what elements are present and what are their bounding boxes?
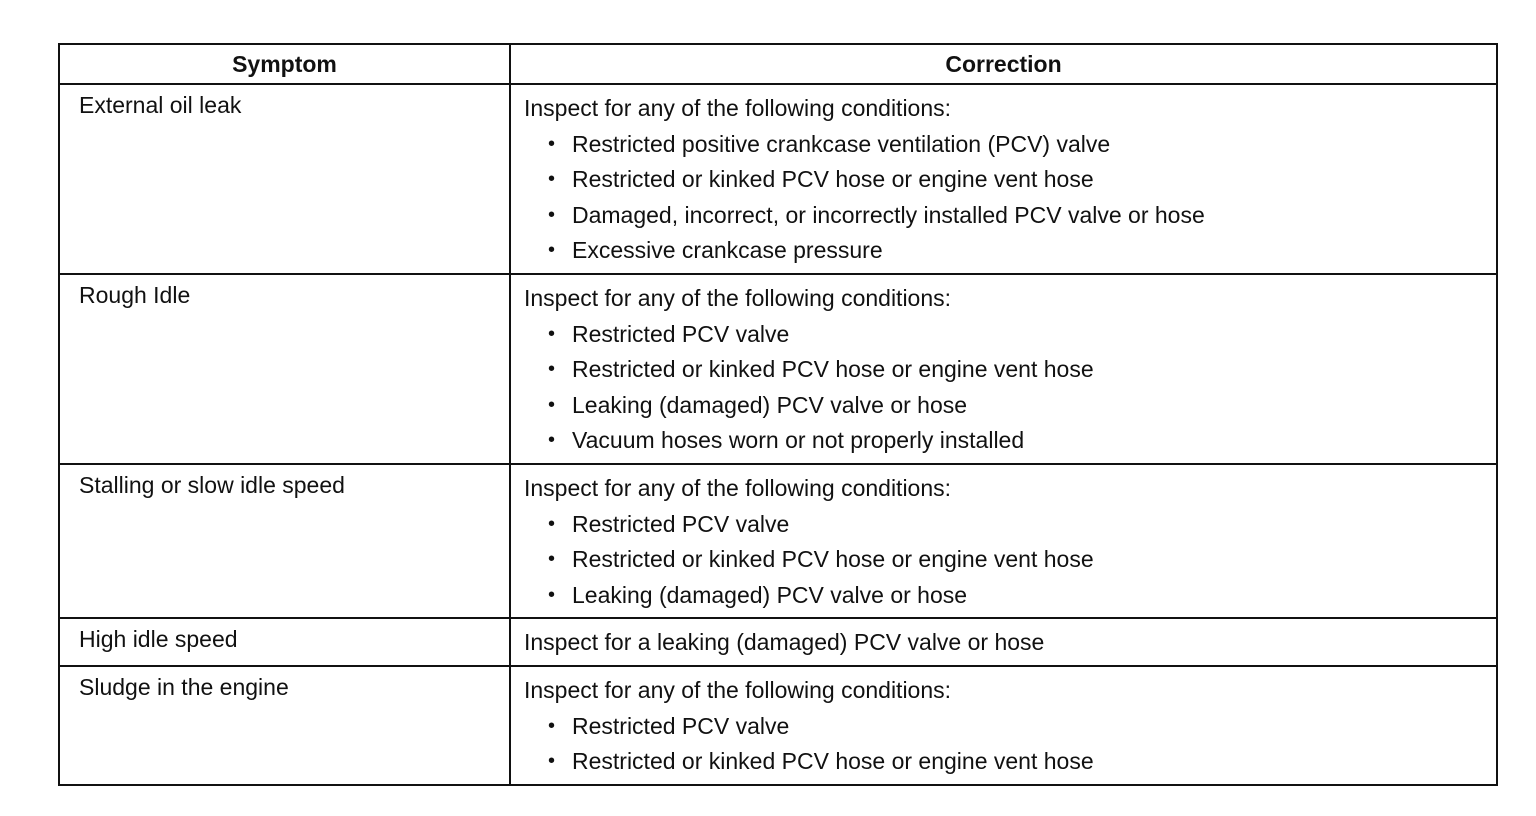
symptom-cell: Stalling or slow idle speed <box>59 464 510 618</box>
bullet-icon: • <box>548 750 556 773</box>
correction-cell <box>510 618 1497 666</box>
condition-item <box>524 388 1496 424</box>
condition-list <box>524 127 1496 269</box>
table-row <box>59 618 1497 666</box>
table-body <box>59 84 1497 785</box>
condition-item <box>524 198 1496 234</box>
bullet-icon: • <box>548 203 556 226</box>
bullet-icon: • <box>548 548 556 571</box>
symptom-header: Symptom <box>59 44 510 84</box>
bullet-icon: • <box>548 429 556 452</box>
condition-text: Excessive crankcase pressure <box>572 237 883 264</box>
condition-item <box>524 127 1496 163</box>
symptom-cell: High idle speed <box>59 618 510 666</box>
condition-item <box>524 162 1496 198</box>
condition-text: Vacuum hoses worn or not properly installed <box>572 427 1025 454</box>
correction-cell <box>510 464 1497 618</box>
bullet-icon: • <box>548 358 556 381</box>
symptom-cell: Sludge in the engine <box>59 666 510 785</box>
diagnostic-table <box>58 43 1498 786</box>
bullet-icon: • <box>548 168 556 191</box>
condition-item <box>524 233 1496 269</box>
table-row <box>59 666 1497 785</box>
symptom-cell: External oil leak <box>59 84 510 274</box>
condition-text: Restricted PCV valve <box>572 712 790 739</box>
condition-item <box>524 317 1496 353</box>
condition-item <box>524 507 1496 543</box>
table-row <box>59 274 1497 464</box>
condition-text: Leaking (damaged) PCV valve or hose <box>572 391 968 418</box>
symptom-cell: Rough Idle <box>59 274 510 464</box>
bullet-icon: • <box>548 512 556 535</box>
condition-text: Restricted PCV valve <box>572 510 790 537</box>
bullet-icon: • <box>548 132 556 155</box>
condition-list <box>524 709 1496 780</box>
correction-intro: Inspect for any of the following conditions: <box>524 284 952 311</box>
bullet-icon: • <box>548 714 556 737</box>
correction-cell <box>510 274 1497 464</box>
condition-text: Restricted or kinked PCV hose or engine vent hose <box>572 546 1094 573</box>
condition-item <box>524 744 1496 780</box>
condition-item <box>524 542 1496 578</box>
correction-intro: Inspect for any of the following conditions: <box>524 676 952 703</box>
condition-text: Restricted or kinked PCV hose or engine vent hose <box>572 748 1094 775</box>
table-row <box>59 84 1497 274</box>
bullet-icon: • <box>548 239 556 262</box>
condition-text: Restricted positive crankcase ventilation (PCV) valve <box>572 130 1111 157</box>
condition-text: Leaking (damaged) PCV valve or hose <box>572 581 968 608</box>
correction-header: Correction <box>510 44 1497 84</box>
correction-cell <box>510 666 1497 785</box>
header-row <box>59 44 1497 84</box>
correction-cell <box>510 84 1497 274</box>
condition-list <box>524 317 1496 459</box>
condition-item <box>524 352 1496 388</box>
bullet-icon: • <box>548 393 556 416</box>
condition-text: Damaged, incorrect, or incorrectly installed PCV valve or hose <box>572 201 1205 228</box>
bullet-icon: • <box>548 583 556 606</box>
condition-text: Restricted or kinked PCV hose or engine vent hose <box>572 356 1094 383</box>
correction-intro: Inspect for any of the following conditions: <box>524 474 952 501</box>
condition-text: Restricted or kinked PCV hose or engine vent hose <box>572 166 1094 193</box>
condition-item <box>524 578 1496 614</box>
condition-item <box>524 423 1496 459</box>
condition-text: Restricted PCV valve <box>572 320 790 347</box>
condition-item <box>524 709 1496 745</box>
bullet-icon: • <box>548 322 556 345</box>
condition-list <box>524 507 1496 614</box>
correction-intro: Inspect for any of the following conditions: <box>524 95 952 121</box>
correction-intro: Inspect for a leaking (damaged) PCV valve or hose <box>524 629 1045 656</box>
table-row <box>59 464 1497 618</box>
